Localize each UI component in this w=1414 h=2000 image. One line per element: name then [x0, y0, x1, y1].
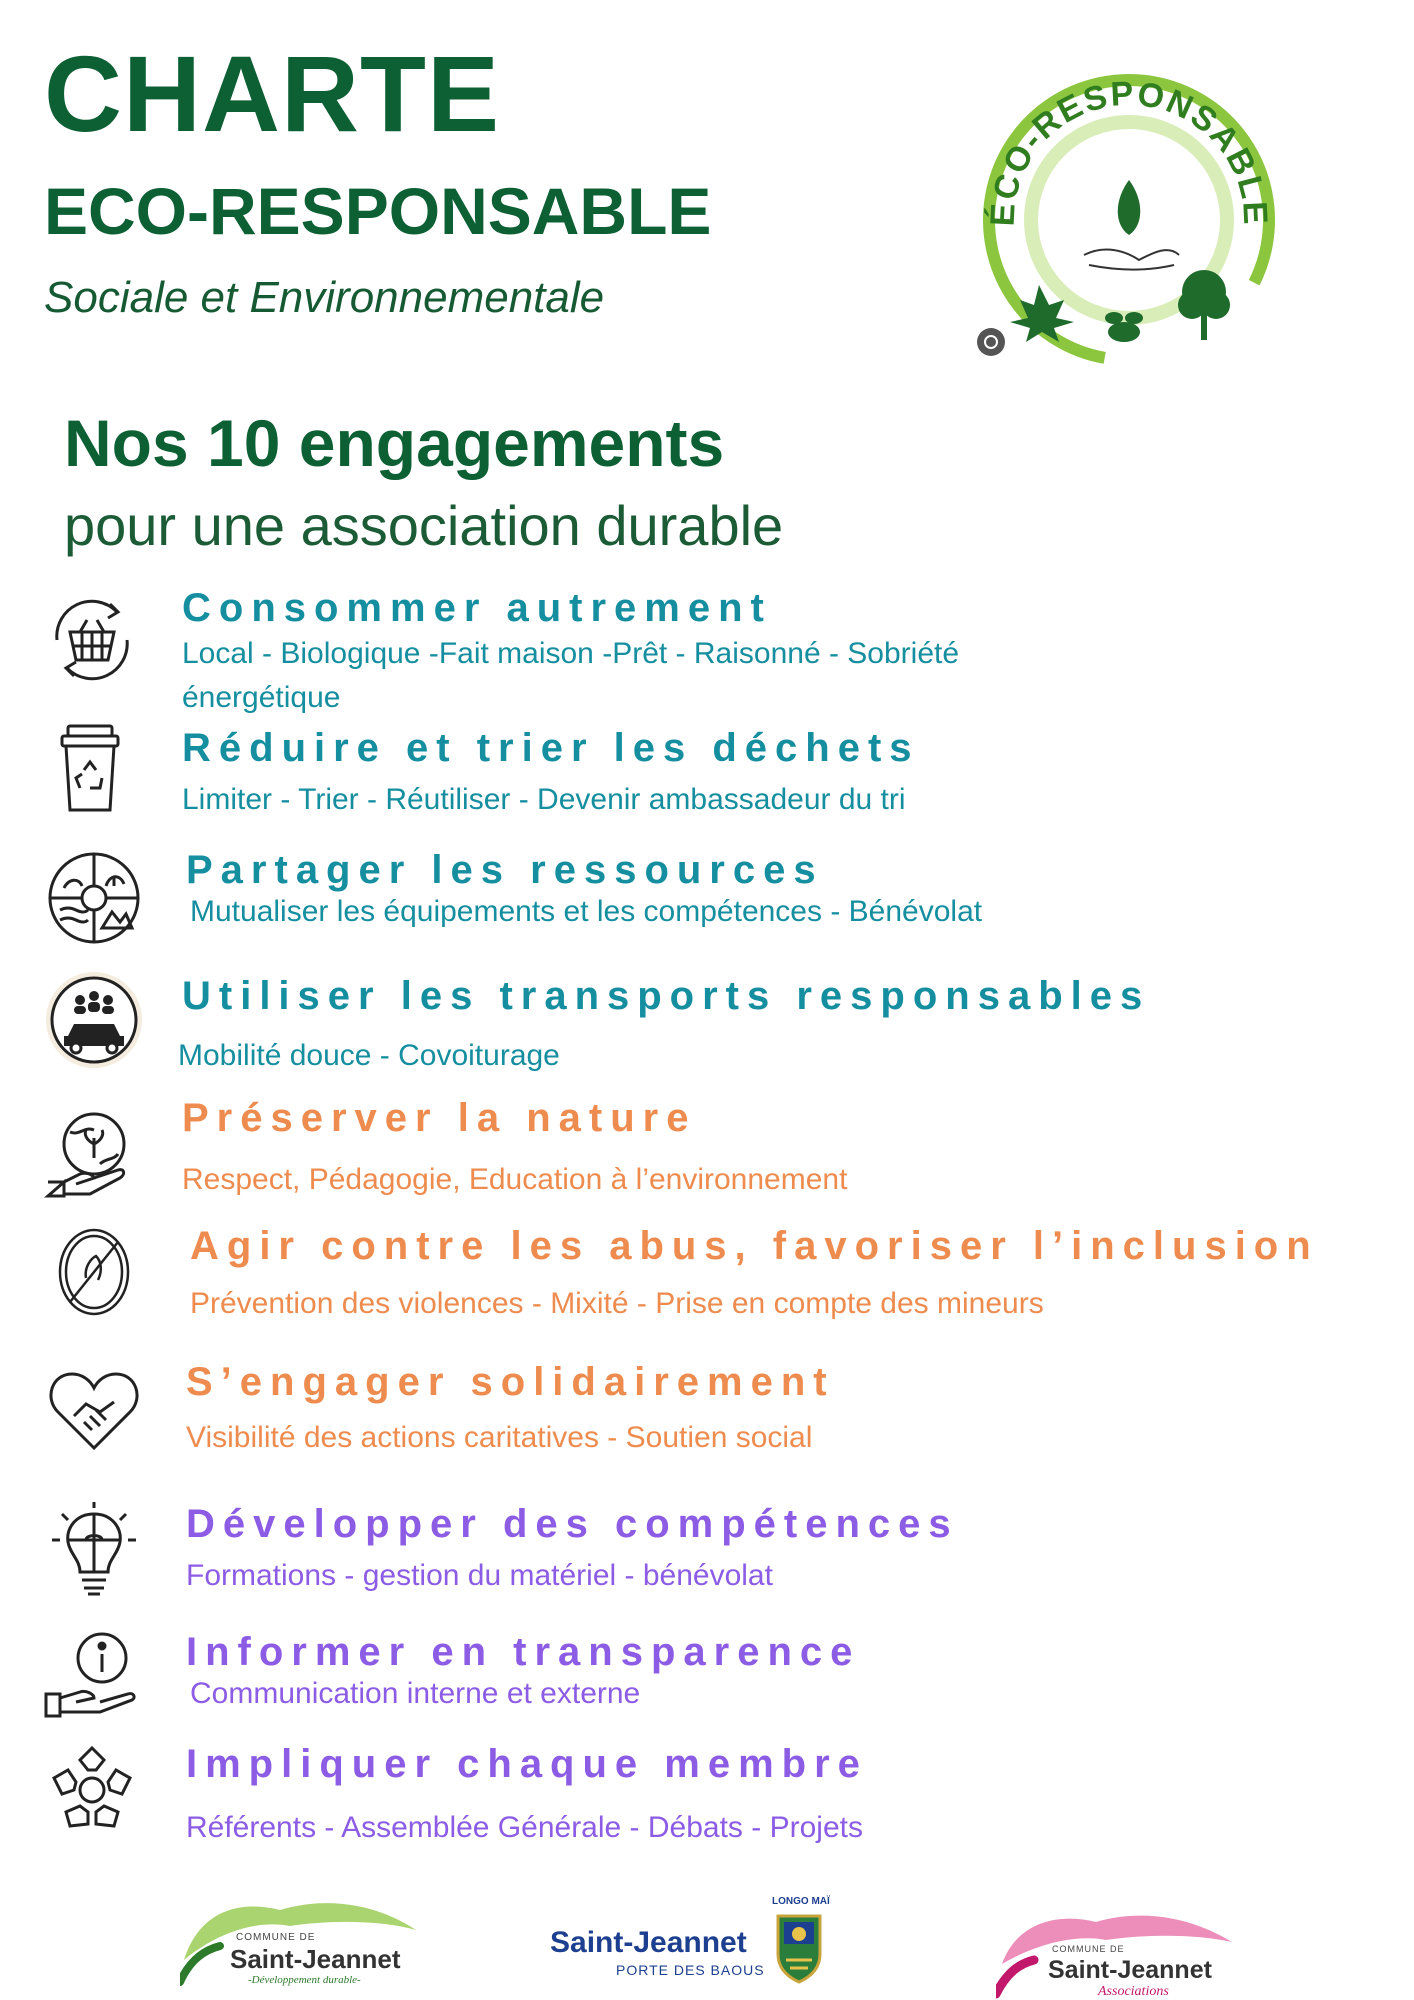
no-abuse-icon [44, 1222, 144, 1322]
crest-icon [774, 1908, 824, 1984]
logo2-sub: PORTE DES BAOUS [616, 1962, 765, 1978]
engagements-subtitle: pour une association durable [64, 494, 784, 557]
engagement-6-title: Agir contre les abus, favoriser l’inclusion [190, 1224, 1319, 1268]
footer-logo-porte-des-baous [550, 1896, 850, 1996]
logo1-sub: -Développement durable- [248, 1974, 361, 1986]
logo2-crest-label: LONGO MAÏ [772, 1896, 830, 1907]
page-tagline: Sociale et Environnementale [44, 273, 605, 322]
page-title: CHARTE [44, 33, 500, 154]
lens-icon [977, 328, 1005, 356]
hands-icon [1084, 250, 1179, 270]
engagement-1-desc-2: énergétique [182, 681, 341, 714]
engagements-title: Nos 10 engagements [64, 406, 725, 480]
engagement-3-desc: Mutualiser les équipements et les compétences - Bénévolat [190, 895, 983, 928]
engagement-5-desc: Respect, Pédagogie, Education à l’environnement [182, 1163, 848, 1196]
recycling-basket-icon [42, 590, 142, 690]
earth-hand-icon [40, 1104, 140, 1204]
engagement-2-title: Réduire et trier les déchets [182, 726, 920, 770]
engagement-9-title: Informer en transparence [186, 1630, 861, 1674]
eco-responsable-badge [964, 60, 1294, 370]
engagement-2-desc: Limiter - Trier - Réutiliser - Devenir ambassadeur du tri [182, 783, 906, 816]
logo1-small: COMMUNE DE [236, 1932, 316, 1943]
engagement-1-desc: Local - Biologique -Fait maison -Prêt - Raisonné - Sobriété [182, 637, 960, 670]
logo1-name: Saint-Jeannet [230, 1944, 401, 1974]
carpool-icon [44, 970, 144, 1070]
logo3-small: COMMUNE DE [1052, 1944, 1125, 1954]
engagement-7-title: S’engager solidairement [186, 1360, 835, 1404]
engagement-3-title: Partager les ressources [186, 848, 824, 892]
engagement-6-desc: Prévention des violences - Mixité - Prise en compte des mineurs [190, 1287, 1044, 1320]
resources-circle-icon [44, 848, 144, 948]
engagement-8-desc: Formations - gestion du matériel - bénévolat [186, 1559, 773, 1592]
leaf-icon [1118, 180, 1141, 235]
engagement-10-desc: Référents - Assemblée Générale - Débats - Projets [186, 1811, 863, 1844]
engagement-4-title: Utiliser les transports responsables [182, 974, 1151, 1018]
page-subtitle: ECO-RESPONSABLE [44, 174, 712, 248]
logo2-name: Saint-Jeannet [550, 1926, 747, 1959]
footer-logo-associations [996, 1900, 1236, 2000]
logo3-sub: Associations [1098, 1984, 1169, 1999]
footer-logo-developpement-durable [180, 1890, 420, 1990]
info-hand-icon [40, 1624, 140, 1724]
engagement-5-title: Préserver la nature [182, 1096, 697, 1140]
team-hands-icon [42, 1740, 142, 1840]
engagement-8-title: Développer des compétences [186, 1502, 959, 1546]
tree-icon [1178, 270, 1230, 340]
heart-handshake-icon [44, 1360, 144, 1460]
lightbulb-puzzle-icon [44, 1500, 144, 1600]
logo3-name: Saint-Jeannet [1048, 1956, 1212, 1984]
recycle-bin-icon [40, 718, 140, 818]
engagement-4-desc: Mobilité douce - Covoiturage [178, 1039, 560, 1072]
engagement-9-desc: Communication interne et externe [190, 1677, 641, 1710]
engagement-7-desc: Visibilité des actions caritatives - Soutien social [186, 1421, 813, 1454]
engagement-1-title: Consommer autrement [182, 586, 772, 630]
engagement-10-title: Impliquer chaque membre [186, 1742, 868, 1786]
badge-text: ÉCO-RESPONSABLE [983, 74, 1275, 228]
